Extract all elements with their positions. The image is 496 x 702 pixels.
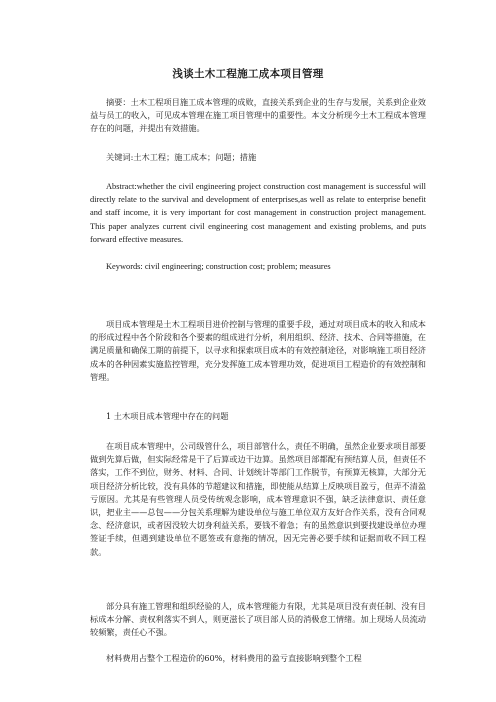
section-1-paragraph-3: 材料费用占整个工程造价的60%，材料费用的盈亏直接影响到整个工程 xyxy=(106,653,362,663)
section-1-heading: 1 土木项目成本管理中存在的问题 xyxy=(106,411,229,421)
keywords-en: Keywords: civil engineering; construction cost; problem; measures xyxy=(106,262,331,271)
abstract-cn: 摘要：土木工程项目施工成本管理的成败，直接关系到企业的生存与发展，关系到企业效益与员工的收入，可见成本管理在施工项目管理中的重要性。本文分析现今土木工程成本管理存在的问题，并提出有效措施。 xyxy=(90,97,426,134)
section-1-paragraph-2: 部分具有施工管理和组织经验的人，成本管理能力有限，尤其是项目没有责任制、没有目标成本分解、责权利落实不到人，则更滋长了项目部人员的消极怠工情绪。加上现场人员流动较频繁，责任心不强。 xyxy=(90,601,426,638)
section-1-paragraph-1: 在项目成本管理中，公司级管什么，项目部管什么，责任不明确，虽然企业要求项目部要做到先算后做，但实际经常是干了后算或边干边算。虽然项目部都配有预结算人员，但责任不落实，工作不到位，财务、材料、合同、计划统计等部门工作脱节，有预算无核算，大部分无项目经济分析比较，没有具体的节超建议和措施，即使能从结算上反映项目盈亏，但弄不清盈亏原因。尤其是有些管理人员受传统观念影响，成本管理意识不强，缺乏法律意识、责任意识，把业主——总包——分包关系理解为建设单位与施工单位双方友好合作关系，没有合同观念、经济意识，或者因没较大切身利益关系，要钱不着急；有的虽然意识到要找建设单位办理签证手续，但遇到建设单位不愿签或有意拖的情况，因无完善必要手续和证据而收不回工程款。 xyxy=(90,441,426,557)
keywords-cn: 关键词:土木工程；施工成本；问题；措施 xyxy=(106,152,257,162)
abstract-en: Abstract:whether the civil engineering project construction cost management is successful will directly relate to the survival and development of enterprises,as well as relate to enterprise benefit and staff income, it is very important for cost management in construction project management. This paper analyzes current civil engineering cost management and existing problems, and puts forward effective measures. xyxy=(90,182,426,244)
intro-paragraph: 项目成本管理是土木工程项目进价控制与管理的重要手段，通过对项目成本的收入和成本的形成过程中各个阶段和各个要素的组成进行分析，利用组织、经济、技术、合同等措施，在满足质量和确保工期的前提下，以寻求和探索项目成本的有效控制途径，对影响施工项目经济成本的各种因素实施监控管理，充分发挥施工成本管理功效，促进项目工程造价的有效控制和管理。 xyxy=(90,319,426,382)
document-title: 浅谈土木工程施工成本项目管理 xyxy=(172,68,324,80)
